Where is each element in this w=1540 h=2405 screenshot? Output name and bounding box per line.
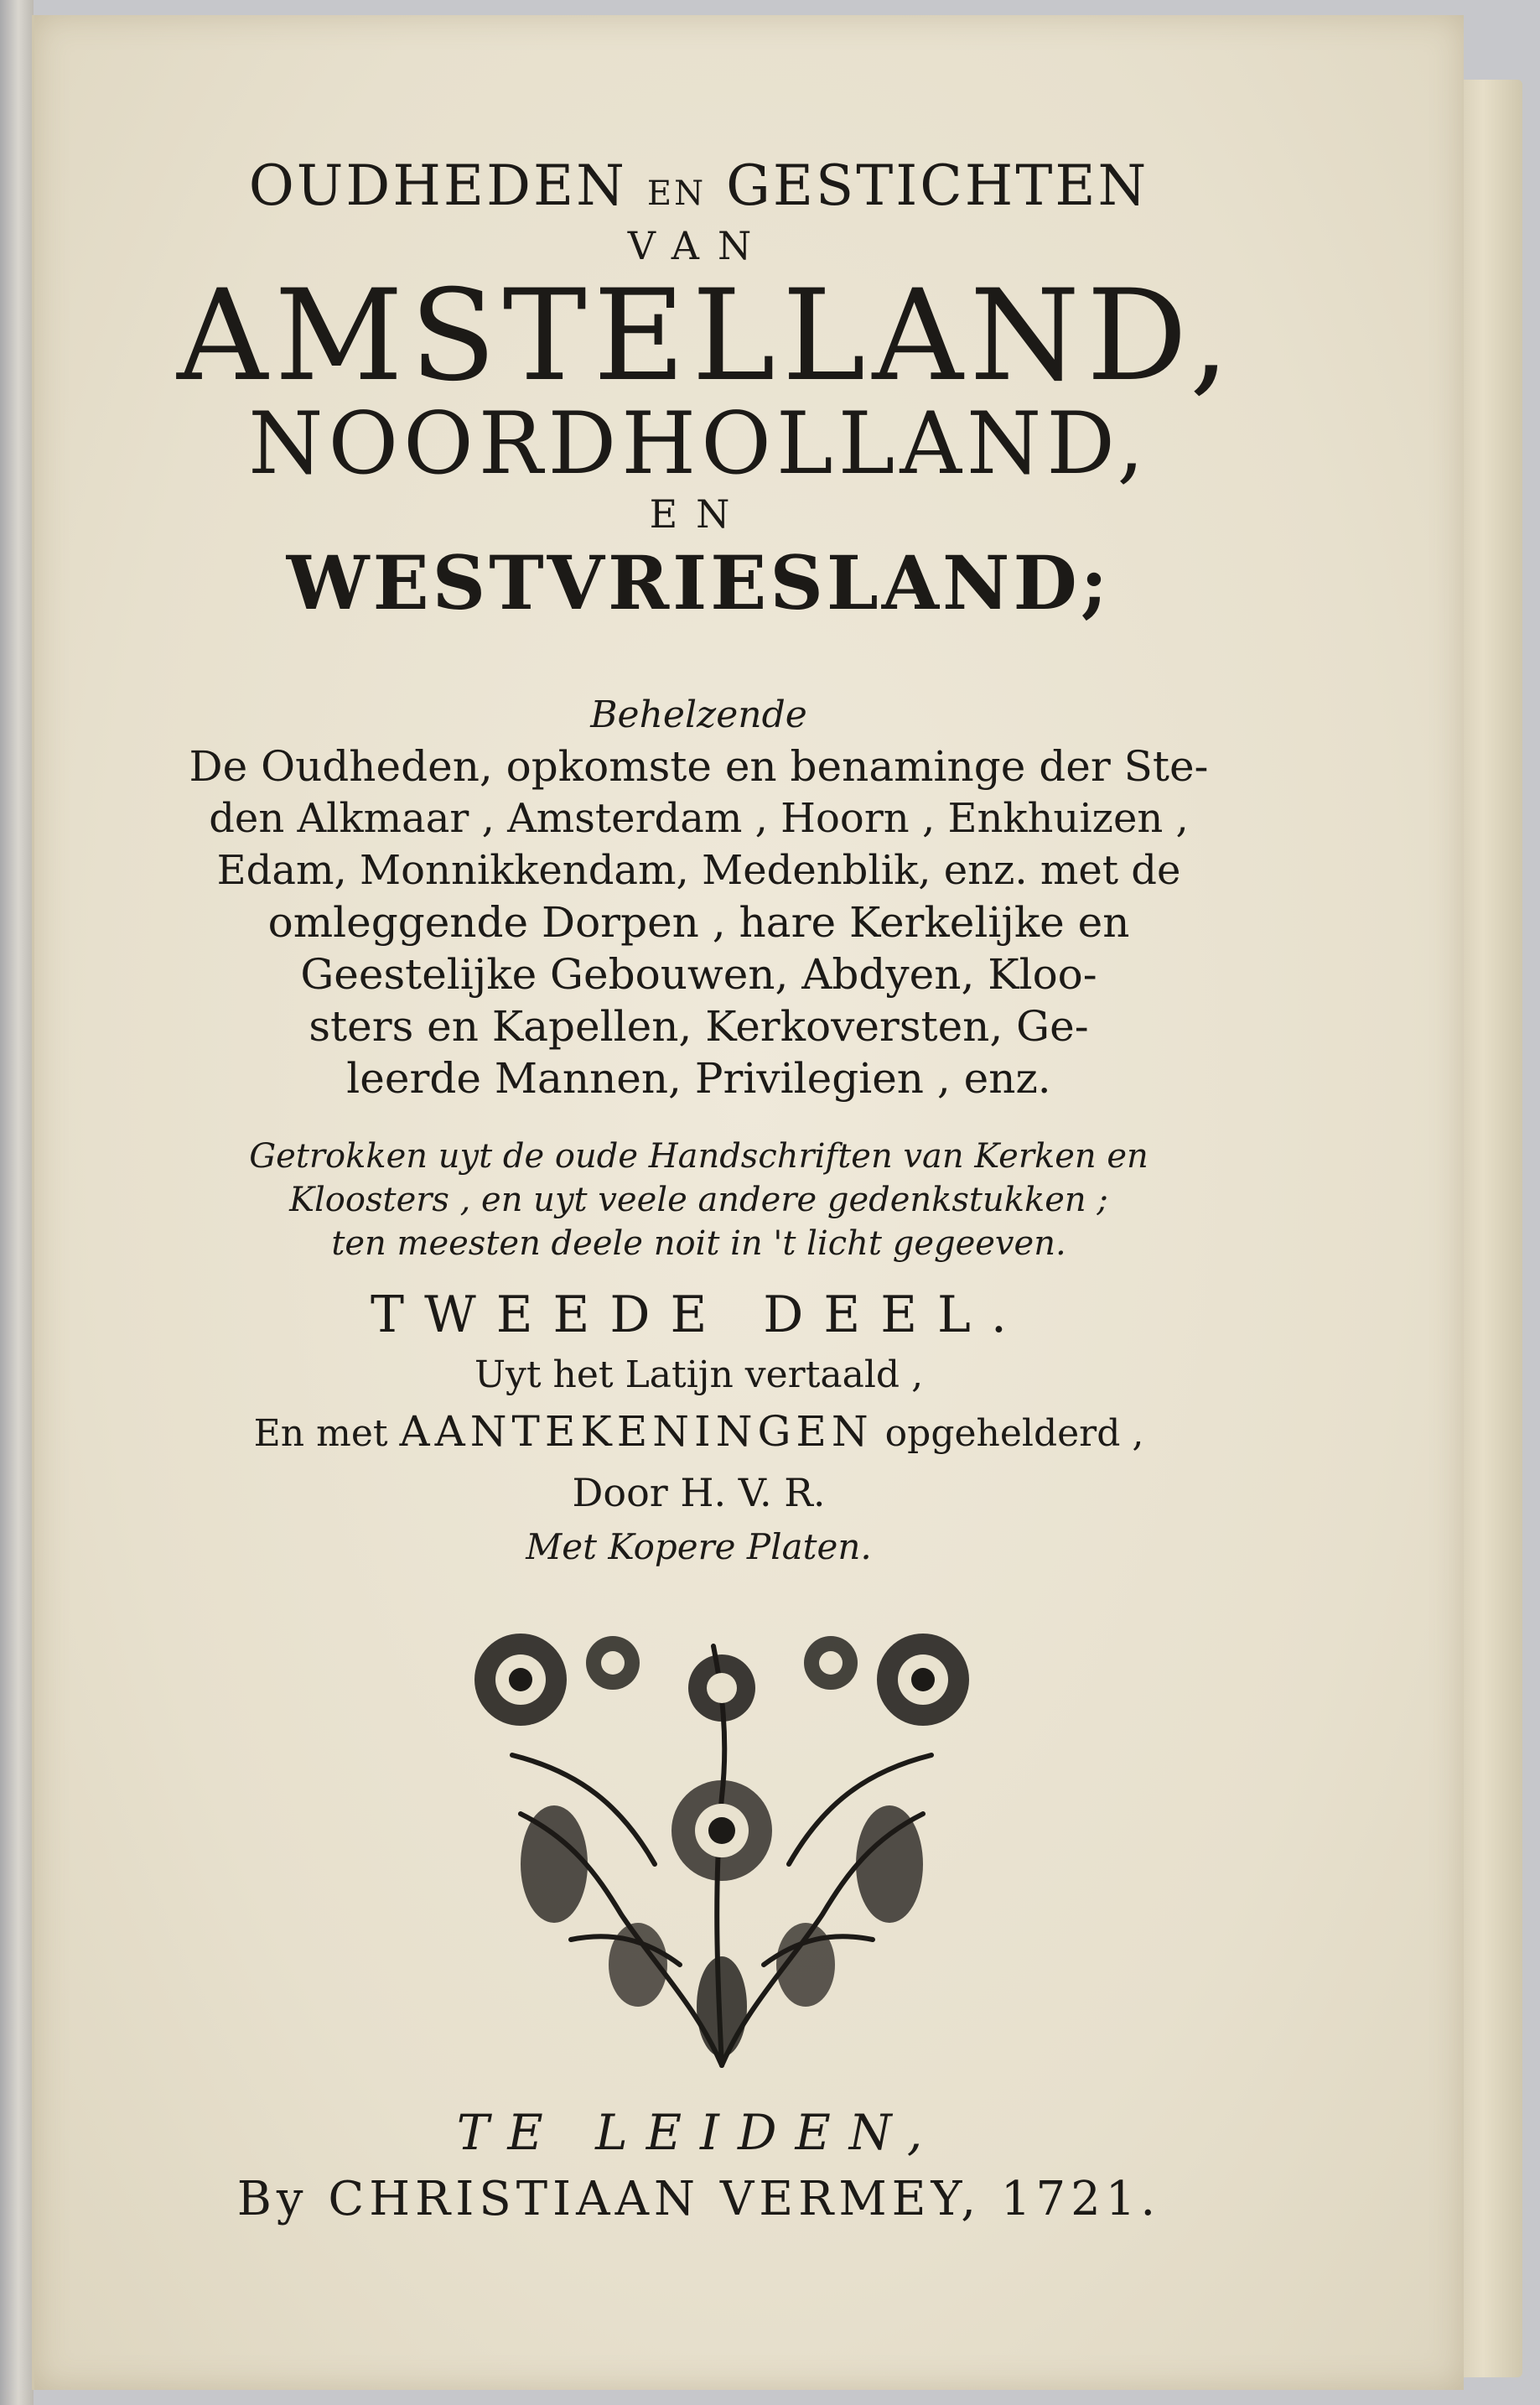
author-line: Door H. V. R. — [572, 1470, 826, 1515]
annotations-line — [177, 1402, 1221, 1463]
title-page — [32, 15, 1464, 2390]
source-line-1: Getrokken uyt de oude Handschriften van Kerken en — [249, 1137, 1149, 1176]
page-edges — [1457, 80, 1522, 2377]
imprint-block — [177, 2099, 1221, 2166]
annot-opgehelderd: opgehelderd , — [884, 1412, 1144, 1455]
annot-aantekeningen: AANTEKENINGEN — [399, 1407, 874, 1456]
desc-line-7: leerde Mannen, Privilegien , enz. — [346, 1054, 1051, 1103]
source-block — [177, 1135, 1221, 1265]
title-line-en: EN — [649, 491, 749, 537]
description-block — [177, 690, 1221, 1104]
title-noordholland: NOORDHOLLAND, — [248, 394, 1149, 494]
title-line-1 — [177, 153, 1221, 218]
volume-label: TWEEDE DEEL. — [371, 1286, 1027, 1344]
title-word-oudheden: OUDHEDEN — [248, 153, 627, 218]
desc-line-5: Geestelijke Gebouwen, Abdyen, Kloo- — [300, 950, 1097, 999]
translated-line: Uyt het Latijn vertaald , — [474, 1353, 924, 1396]
plates-line: Met Kopere Platen. — [526, 1526, 872, 1567]
edition-block — [177, 1281, 1221, 1572]
title-westvriesland: WESTVRIESLAND; — [286, 539, 1112, 626]
title-amstelland: AMSTELLAND, — [177, 263, 1237, 409]
title-block — [177, 153, 1237, 629]
behelzende: Behelzende — [590, 693, 807, 736]
place-line: TE LEIDEN, — [456, 2104, 941, 2161]
printer-block — [177, 2166, 1221, 2233]
floral-ornament-icon — [445, 1613, 998, 2082]
title-word-gestichten: GESTICHTEN — [726, 153, 1149, 218]
annot-en-met: En met — [253, 1412, 388, 1455]
title-word-en: EN — [646, 174, 707, 213]
printer-line: By CHRISTIAAN VERMEY, 1721. — [236, 2172, 1161, 2226]
desc-line-6: sters en Kapellen, Kerkoversten, Ge- — [309, 1002, 1089, 1051]
desc-line-3: Edam, Monnikkendam, Medenblik, enz. met de — [216, 847, 1181, 894]
desc-line-2: den Alkmaar , Amsterdam , Hoorn , Enkhuizen , — [209, 795, 1189, 842]
source-line-2: Kloosters , en uyt veele andere gedenkstukken ; — [289, 1181, 1108, 1219]
source-line-3: ten meesten deele noit in 't licht gegeeven. — [331, 1224, 1066, 1263]
title-line-van: VAN — [627, 223, 770, 268]
desc-line-4: omleggende Dorpen , hare Kerkelijke en — [267, 898, 1130, 947]
book-spine — [0, 0, 34, 2405]
desc-line-1: De Oudheden, opkomste en benaminge der Ste- — [189, 742, 1209, 791]
